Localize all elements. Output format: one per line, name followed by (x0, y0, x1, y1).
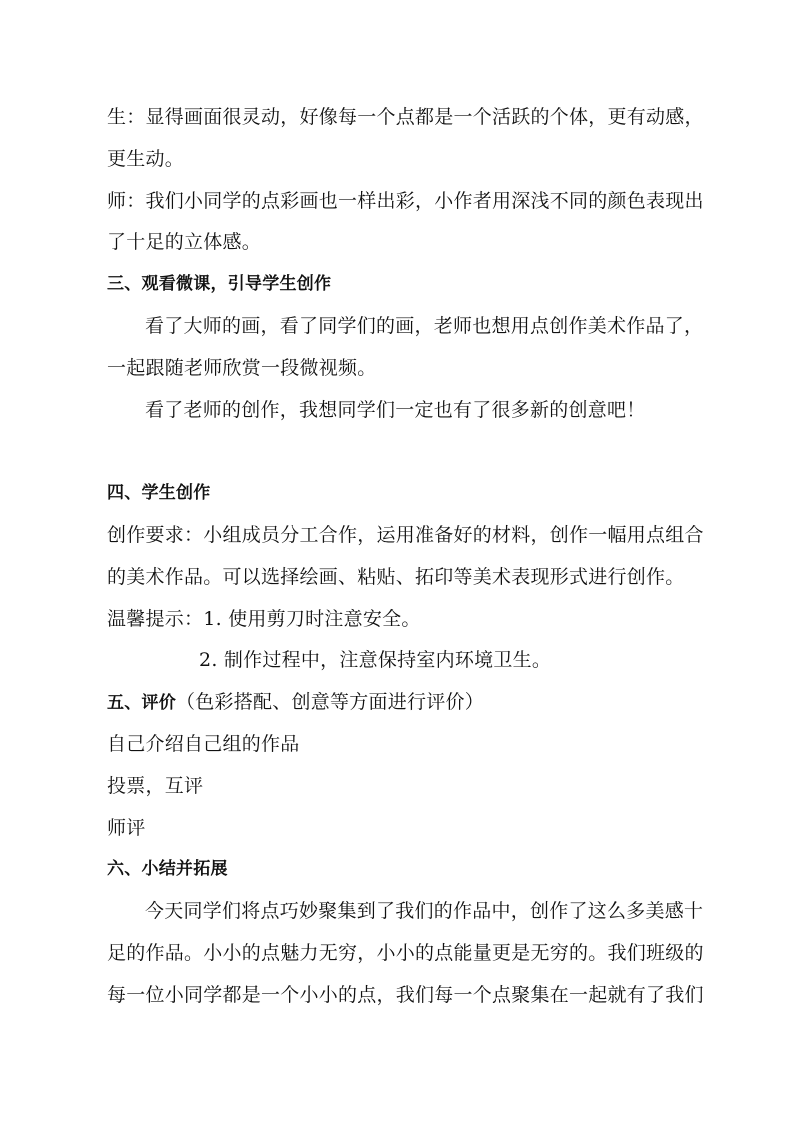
tip-line-2: 2. 制作过程中，注意保持室内环境卫生。 (199, 649, 552, 672)
requirement-line-1: 创作要求：小组成员分工合作，运用准备好的材料，创作一幅用点组合 (107, 523, 704, 546)
section-heading-4: 四、学生创作 (107, 483, 211, 504)
document-page (107, 97, 704, 1017)
section-heading-5 (107, 682, 689, 724)
evaluation-item-2: 投票，互评 (107, 774, 204, 797)
student-response-line-2: 更生动。 (107, 147, 185, 170)
tip-line-1: 温馨提示：1. 使用剪刀时注意安全。 (107, 607, 421, 630)
section-heading-3: 三、观看微课，引导学生创作 (107, 274, 332, 295)
student-response-line-1: 生：显得画面很灵动，好像每一个点都是一个活跃的个体，更有动感， (107, 106, 704, 128)
requirement-line-2: 的美术作品。可以选择绘画、粘贴、拓印等美术表现形式进行创作。 (107, 565, 685, 588)
section-heading-6: 六、小结并拓展 (107, 859, 228, 880)
blank-line (107, 431, 689, 473)
section-heading-5-note: （色彩搭配、创意等方面进行评价） (176, 691, 485, 714)
section-heading-5-title: 五、评价 (107, 693, 176, 714)
paragraph-3a-line-1: 看了大师的画，看了同学们的画，老师也想用点创作美术作品了， (145, 314, 704, 337)
paragraph-3b: 看了老师的创作，我想同学们一定也有了很多新的创意吧！ (145, 398, 646, 421)
summary-line-2: 足的作品。小小的点魅力无穷，小小的点能量更是无穷的。我们班级的 (107, 941, 704, 964)
teacher-response-line-2: 了十足的立体感。 (107, 231, 262, 254)
evaluation-item-1: 自己介绍自己组的作品 (107, 732, 300, 755)
summary-line-1: 今天同学们将点巧妙聚集到了我们的作品中，创作了这么多美感十 (145, 900, 704, 923)
teacher-response-line-1: 师：我们小同学的点彩画也一样出彩，小作者用深浅不同的颜色表现出 (107, 189, 704, 212)
paragraph-3a-line-2: 一起跟随老师欣赏一段微视频。 (107, 356, 377, 379)
evaluation-item-3: 师评 (107, 816, 146, 839)
summary-line-3: 每一位小同学都是一个小小的点，我们每一个点聚集在一起就有了我们 (107, 983, 704, 1006)
